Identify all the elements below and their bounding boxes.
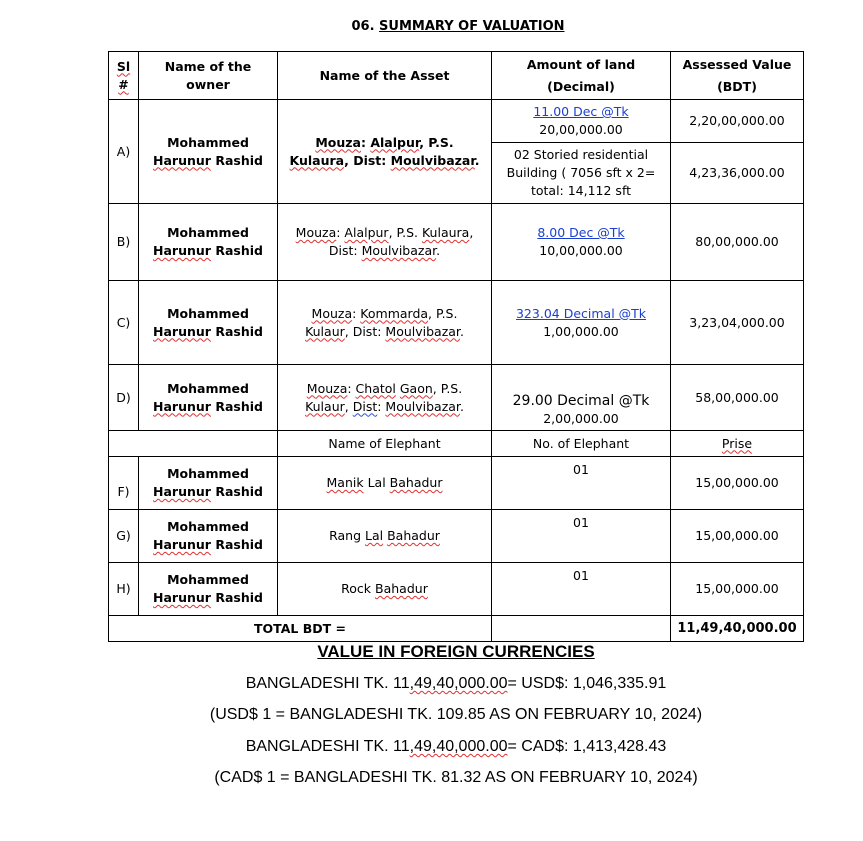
row-elephant-count: 01 [492, 563, 671, 616]
cad-rate: (CAD$ 1 = BANGLADESHI TK. 81.32 AS ON FEBRUARY 10, 2024) [214, 769, 698, 786]
table-header-row [109, 52, 804, 100]
row-sl: B) [109, 204, 139, 281]
header-asset: Name of the Asset [278, 52, 492, 100]
row-value: 15,00,000.00 [671, 563, 804, 616]
total-label: TOTAL BDT = [109, 616, 492, 642]
foreign-currency-title: VALUE IN FOREIGN CURRENCIES [317, 642, 595, 661]
row-asset: Mouza: Kommarda, P.S. Kulaur, Dist: Moulvibazar. [278, 281, 492, 365]
table-row [109, 563, 804, 616]
row-value: 4,23,36,000.00 [671, 143, 804, 204]
table-row [109, 100, 804, 143]
table-row [109, 457, 804, 510]
row-land: 11.00 Dec @Tk 20,00,000.00 [492, 100, 671, 143]
row-asset: Mouza: Alalpur, P.S. Kulaura, Dist: Moulvibazar. [278, 204, 492, 281]
row-elephant-name: Rang Lal Bahadur [278, 510, 492, 563]
usd-conversion: BANGLADESHI TK. 11,49,40,000.00= USD$: 1,046,335.91 [245, 675, 667, 692]
row-sl: D) [109, 365, 139, 431]
row-sl: H) [109, 563, 139, 616]
row-value: 15,00,000.00 [671, 457, 804, 510]
header-elephant-price: Prise [671, 431, 804, 457]
row-sl: C) [109, 281, 139, 365]
row-elephant-name: Manik Lal Bahadur [278, 457, 492, 510]
section-number: 06. [351, 19, 375, 34]
table-row [109, 281, 804, 365]
row-asset: Mouza: Alalpur, P.S. Kulaura, Dist: Moulvibazar. [278, 100, 492, 204]
header-sl: Sl # [109, 52, 139, 100]
row-owner: Mohammed Harunur Rashid [139, 510, 278, 563]
row-owner: Mohammed Harunur Rashid [139, 457, 278, 510]
elephant-header-row [109, 431, 804, 457]
row-value: 3,23,04,000.00 [671, 281, 804, 365]
row-owner: Mohammed Harunur Rashid [139, 204, 278, 281]
land-link[interactable]: 8.00 Dec @Tk [537, 225, 625, 240]
row-land: 323.04 Decimal @Tk 1,00,000.00 [492, 281, 671, 365]
row-value: 15,00,000.00 [671, 510, 804, 563]
row-land: 29.00 Decimal @Tk 2,00,000.00 [492, 365, 671, 431]
row-value: 80,00,000.00 [671, 204, 804, 281]
table-row [109, 204, 804, 281]
land-link[interactable]: 11.00 Dec @Tk [533, 104, 629, 119]
row-sl: A) [109, 100, 139, 204]
row-value: 58,00,000.00 [671, 365, 804, 431]
row-land: 8.00 Dec @Tk 10,00,000.00 [492, 204, 671, 281]
header-land: Amount of land (Decimal) [492, 52, 671, 100]
row-owner: Mohammed Harunur Rashid [139, 100, 278, 204]
section-title: SUMMARY OF VALUATION [379, 19, 565, 34]
valuation-table [108, 51, 804, 642]
header-elephant-count: No. of Elephant [492, 431, 671, 457]
row-elephant-count: 01 [492, 510, 671, 563]
row-sl: F) [109, 457, 139, 510]
row-land: 02 Storied residential Building ( 7056 sft x 2= total: 14,112 sft [492, 143, 671, 204]
row-owner: Mohammed Harunur Rashid [139, 563, 278, 616]
total-value: 11,49,40,000.00 [671, 616, 804, 642]
header-value: Assessed Value (BDT) [671, 52, 804, 100]
row-owner: Mohammed Harunur Rashid [139, 281, 278, 365]
header-elephant-name: Name of Elephant [278, 431, 492, 457]
usd-rate: (USD$ 1 = BANGLADESHI TK. 109.85 AS ON FEBRUARY 10, 2024) [209, 706, 703, 723]
table-row [109, 510, 804, 563]
row-sl: G) [109, 510, 139, 563]
row-elephant-name: Rock Bahadur [278, 563, 492, 616]
row-asset: Mouza: Chatol Gaon, P.S. Kulaur, Dist: Moulvibazar. [278, 365, 492, 431]
total-row [109, 616, 804, 642]
cad-conversion: BANGLADESHI TK. 11,49,40,000.00= CAD$: 1,413,428.43 [245, 738, 667, 755]
row-owner: Mohammed Harunur Rashid [139, 365, 278, 431]
table-row [109, 365, 804, 431]
row-value: 2,20,00,000.00 [671, 100, 804, 143]
land-link[interactable]: 323.04 Decimal @Tk [515, 305, 647, 321]
row-elephant-count: 01 [492, 457, 671, 510]
header-owner: Name of the owner [139, 52, 278, 100]
section-heading [0, 19, 863, 34]
